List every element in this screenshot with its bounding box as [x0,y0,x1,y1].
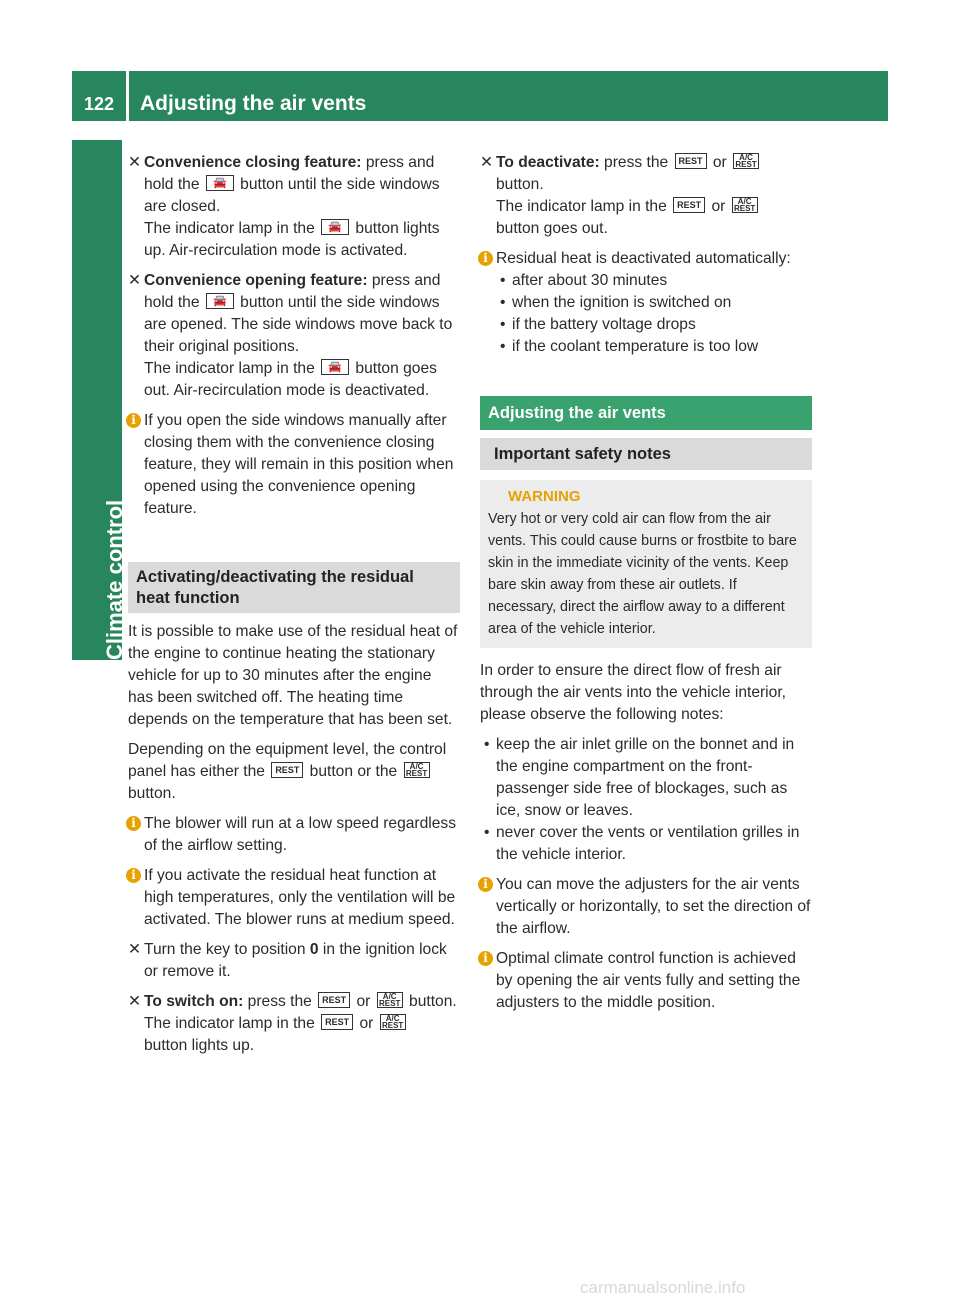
warning-box [480,480,812,648]
ac-rest-button-icon: A/C REST [377,992,403,1008]
paragraph-residual: It is possible to make use of the residual heat of the engine to continue heating the stationary vehicle for up to 30 minutes after the engine has been switched off. The heating time depends on the temperature that has been set. [128,623,458,728]
ac-rest-button-icon: A/C REST [380,1014,406,1030]
rest-button-icon: REST [318,992,350,1008]
step-turn-key: ✕ Turn the key to position 0 in the ignition lock or remove it. [128,941,447,980]
chapter-tab [72,140,127,660]
step-switch-on: ✕ To switch on: press the REST or A/C REST button. The indicator lamp in the REST or A/C REST button lights up. [128,991,457,1054]
step-marker-icon: ✕ [128,993,142,1010]
warning-text: Very hot or very cold air can flow from the air vents. This could cause burns or frostbite to bare skin in the immediate vicinity of the vents. Keep bare skin away from these air outlets. If necessary, direct the airflow away to a different area of the vehicle interior. [488,511,797,637]
convenience-button-icon: 🚘 [206,175,234,191]
page-number: 122 [84,94,115,114]
rest-button-icon: REST [271,762,303,778]
list-item: • if the battery voltage drops [500,316,696,333]
ac-rest-button-icon: A/C REST [733,153,759,169]
section-residual-heat: Activating/deactivating the residual heat function [128,562,460,613]
chapter-label: Climate control [102,499,127,660]
list-item: • keep the air inlet grille on the bonnet and in the engine compartment on the front-passenger side free of blockages, such as ice, snow or leaves. [484,736,795,819]
convenience-button-icon: 🚘 [321,219,349,235]
info-note-blower: i The blower will run at a low speed regardless of the airflow setting. [128,813,460,857]
convenience-button-icon: 🚘 [206,293,234,309]
step-opening: ✕ Convenience opening feature: press and hold the 🚘 button until the side windows are opened. The side windows move back to their original positions. The indicator lamp in the 🚘 button goes out. Air-recirculation mode is deactivated. [128,272,453,399]
info-note-adjusters: i You can move the adjusters for the air vents vertically or horizontally, to set the direction of the airflow. [480,874,812,940]
info-note-high-temp: i If you activate the residual heat function at high temperatures, only the ventilation will be activated. The blower runs at medium speed. [128,865,460,931]
info-icon: i [478,951,493,966]
right-column [480,152,812,1022]
page-title: Adjusting the air vents [140,92,367,115]
list-item: • when the ignition is switched on [500,294,732,311]
info-icon: i [126,816,141,831]
convenience-button-icon: 🚘 [321,359,349,375]
rest-button-icon: REST [675,153,707,169]
section-air-vents: Adjusting the air vents [480,396,812,430]
rest-button-icon: REST [673,197,705,213]
list-item: • if the coolant temperature is too low [500,338,759,355]
info-note-optimal: i Optimal climate control function is achieved by opening the air vents fully and setting the adjusters to the middle position. [480,948,812,1014]
step-marker-icon: ✕ [128,154,142,171]
left-column [128,152,460,1065]
info-icon: i [126,868,141,883]
paragraph-control-panel: Depending on the equipment level, the control panel has either the REST button or the A/C REST button. [128,741,447,802]
info-icon: i [126,413,141,428]
watermark: carmanualsonline.info [580,1278,746,1297]
step-marker-icon: ✕ [128,941,142,958]
step-marker-icon: ✕ [480,154,494,171]
ac-rest-button-icon: A/C REST [404,762,430,778]
paragraph-ensure-flow: In order to ensure the direct flow of fresh air through the air vents into the vehicle interior, please observe the following notes: [480,662,786,723]
info-note-manual: i If you open the side windows manually after closing them with the convenience closing feature, they will remain in this position when opened using the convenience opening feature. [128,410,460,520]
section-safety-notes: Important safety notes [480,438,812,470]
rest-button-icon: REST [321,1014,353,1030]
step-deactivate: ✕ To deactivate: press the REST or A/C REST button. The indicator lamp in the REST or A/C REST button goes out. [480,152,812,240]
list-item: • never cover the vents or ventilation grilles in the vehicle interior. [484,824,800,863]
info-icon: i [478,251,493,266]
warning-title: WARNING [488,486,804,508]
ac-rest-button-icon: A/C REST [732,197,758,213]
step-marker-icon: ✕ [128,272,142,289]
list-item: • after about 30 minutes [500,272,668,289]
info-note-auto-deactivate: i Residual heat is deactivated automatically: • after about 30 minutes • when the ignition is switched on • if the battery voltage drops • if the coolant temperature is too low [480,248,812,358]
page-header [72,71,888,121]
header-divider [126,71,129,121]
info-icon: i [478,877,493,892]
step-closing: ✕ Convenience closing feature: press and hold the 🚘 button until the side windows are closed. The indicator lamp in the 🚘 button lights up. Air-recirculation mode is activated. [128,154,440,259]
